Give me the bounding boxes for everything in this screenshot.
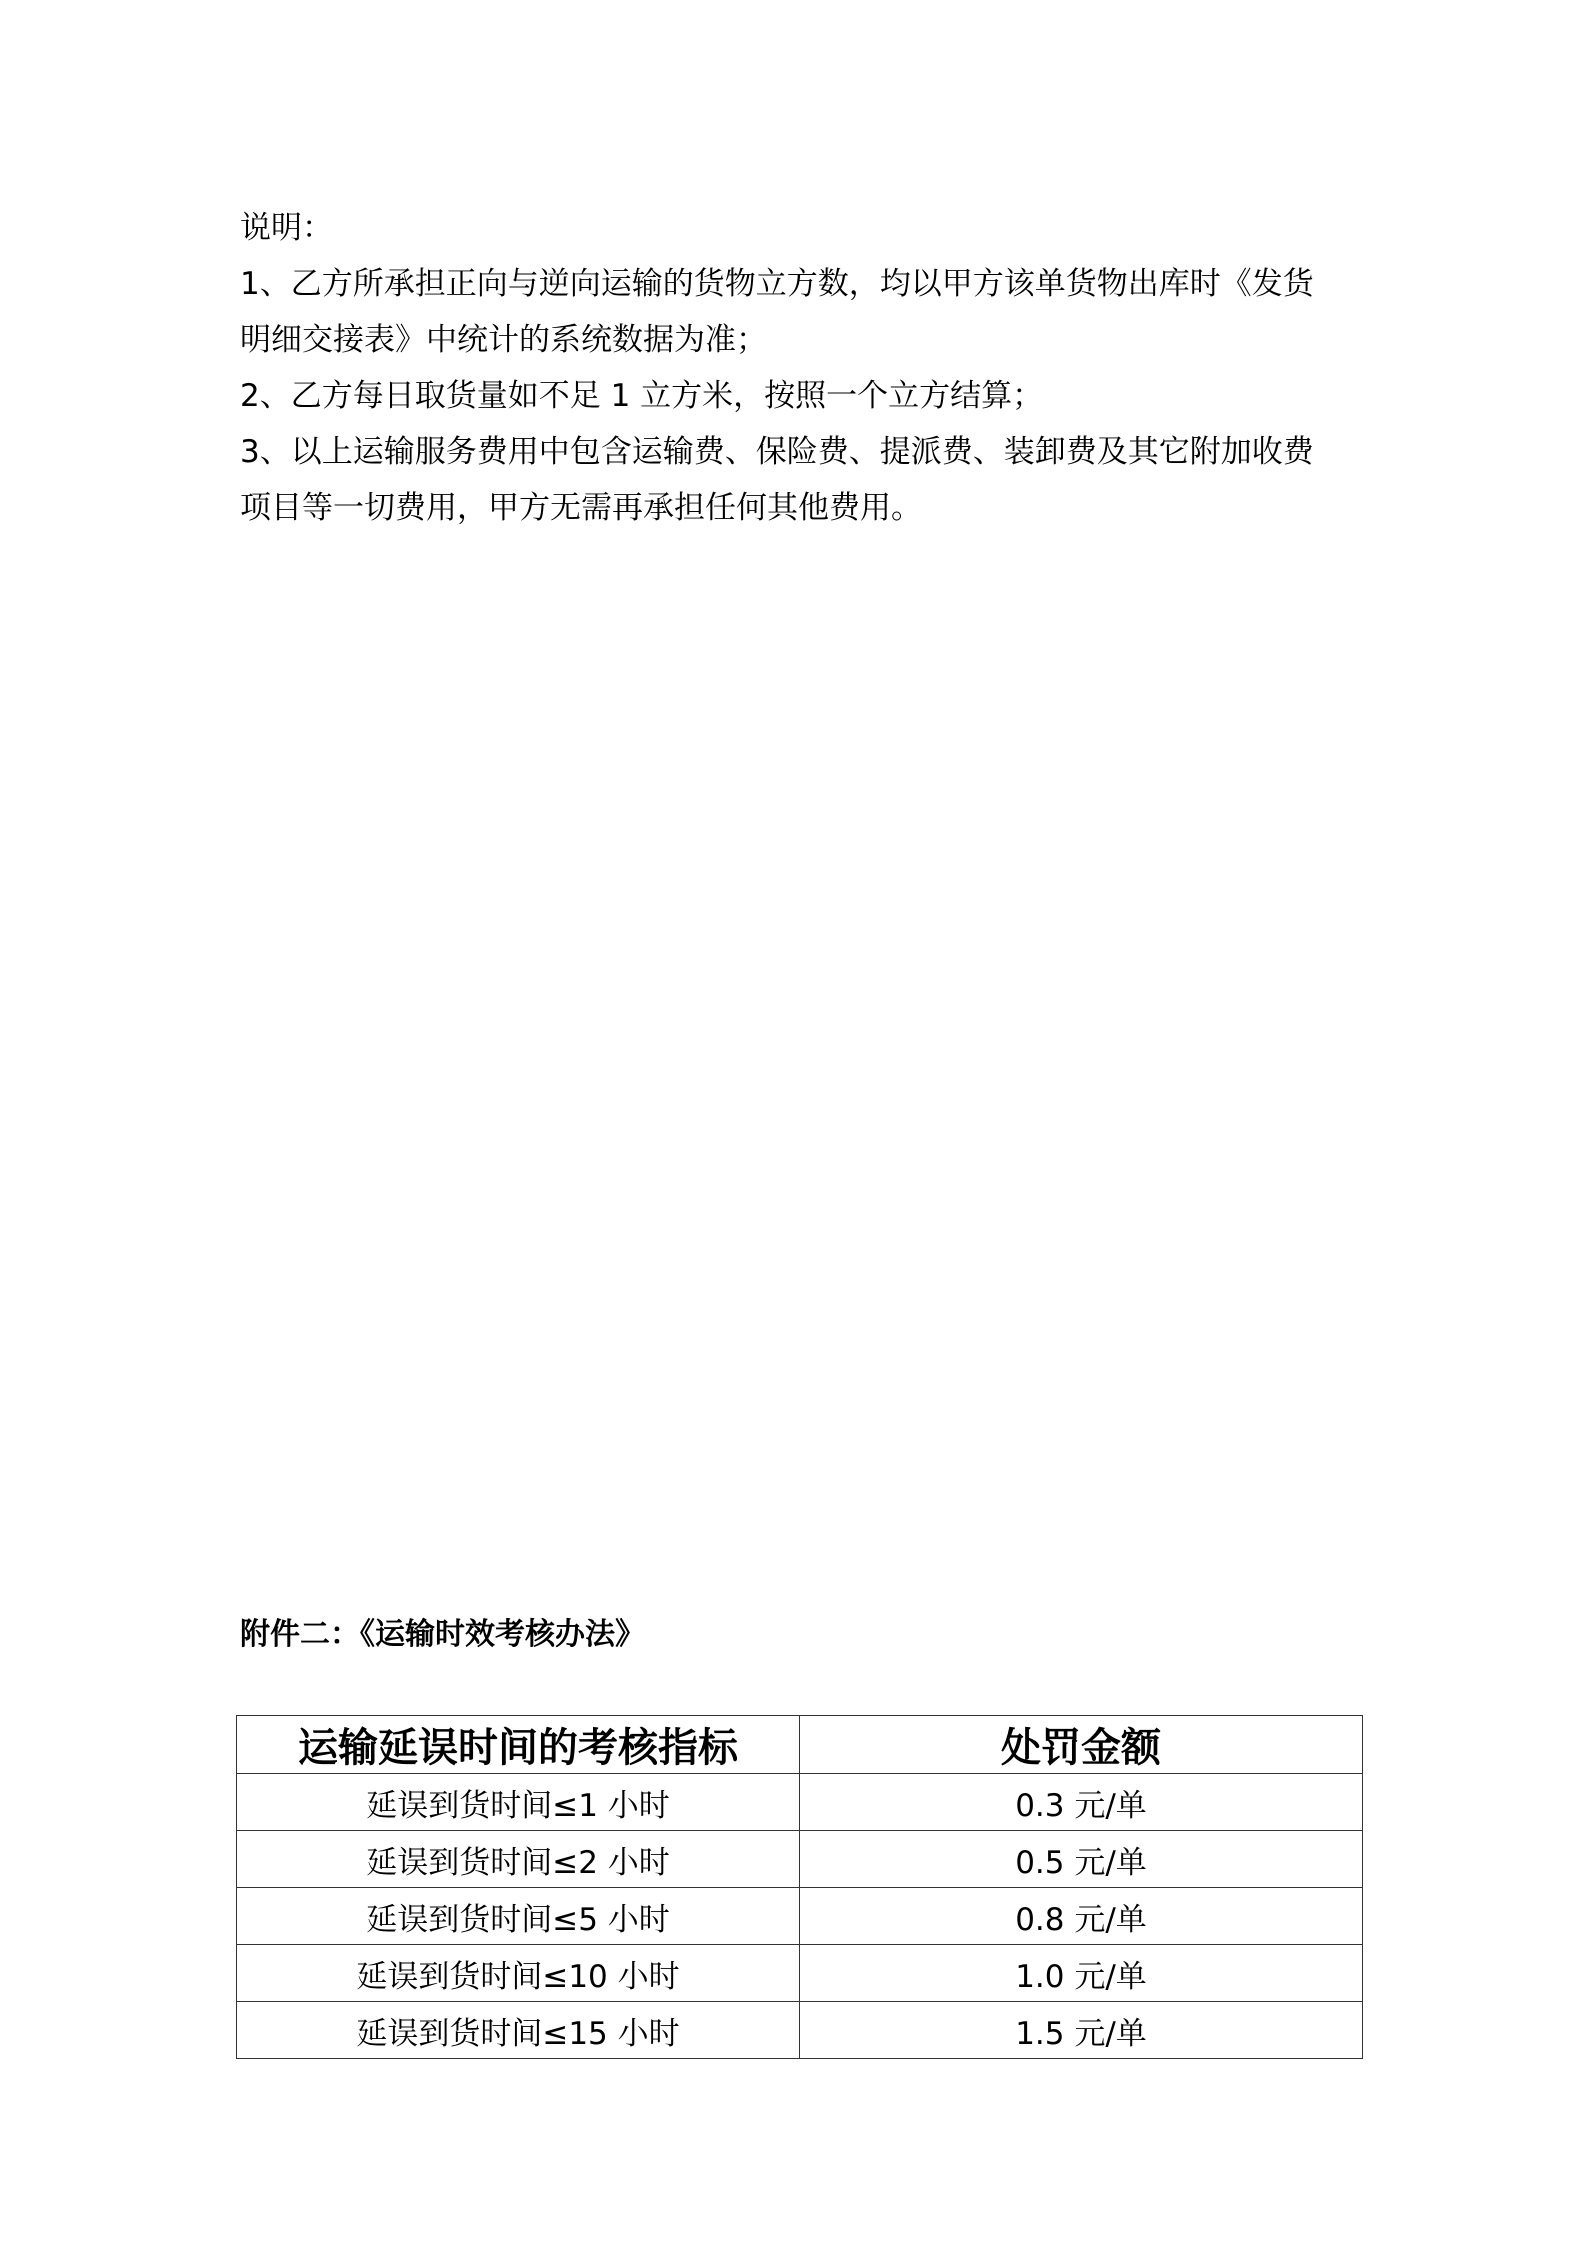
table-row (237, 2002, 1363, 2059)
notes-heading: 说明： (240, 210, 333, 246)
table-row (237, 1831, 1363, 1888)
penalty-cell: 0.5 元/单 (800, 1831, 1363, 1888)
indicator-cell: 延误到货时间≤10 小时 (237, 1945, 800, 2002)
penalty-cell: 0.3 元/单 (800, 1774, 1363, 1831)
penalty-cell: 1.0 元/单 (800, 1945, 1363, 2002)
table-row (237, 1774, 1363, 1831)
notes-line: 3、以上运输服务费用中包含运输费、保险费、提派费、装卸费及其它附加收费 (240, 434, 1314, 470)
indicator-cell: 延误到货时间≤15 小时 (237, 2002, 800, 2059)
notes-line: 2、乙方每日取货量如不足 1 立方米，按照一个立方结算； (240, 378, 1044, 414)
notes-line: 1、乙方所承担正向与逆向运输的货物立方数，均以甲方该单货物出库时《发货 (240, 266, 1314, 302)
penalty-cell: 1.5 元/单 (800, 2002, 1363, 2059)
indicator-cell: 延误到货时间≤5 小时 (237, 1888, 800, 1945)
table-row (237, 1945, 1363, 2002)
notes-line: 项目等一切费用，甲方无需再承担任何其他费用。 (240, 490, 922, 526)
penalty-cell: 0.8 元/单 (800, 1888, 1363, 1945)
table-row (237, 1888, 1363, 1945)
table-header-row (237, 1716, 1363, 1774)
indicator-cell: 延误到货时间≤1 小时 (237, 1774, 800, 1831)
header-penalty: 处罚金额 (800, 1716, 1363, 1774)
notes-section (240, 200, 1360, 536)
penalty-table (236, 1715, 1363, 2059)
notes-line: 明细交接表》中统计的系统数据为准； (240, 322, 767, 358)
attachment-title: 附件二：《运输时效考核办法》 (240, 1617, 645, 1652)
header-indicator: 运输延误时间的考核指标 (237, 1716, 800, 1774)
indicator-cell: 延误到货时间≤2 小时 (237, 1831, 800, 1888)
